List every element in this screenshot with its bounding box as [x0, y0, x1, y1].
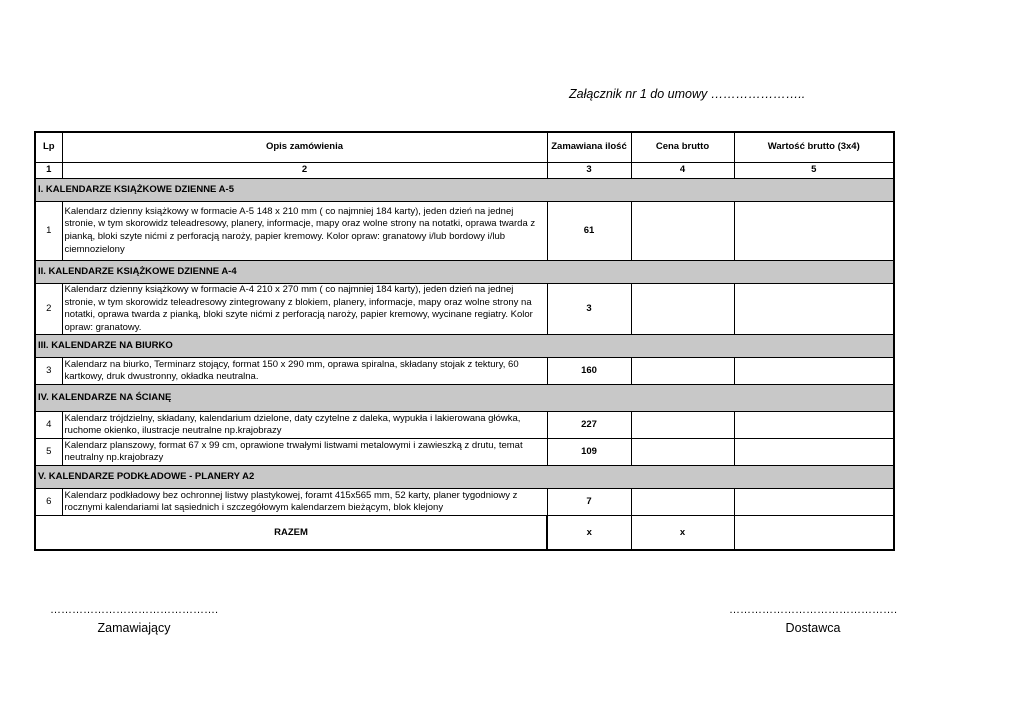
- header-price: Cena brutto: [631, 132, 734, 163]
- signature-supplier: [721, 604, 905, 635]
- row-price: [631, 412, 734, 439]
- row-price: [631, 439, 734, 466]
- section-title: III. KALENDARZE NA BIURKO: [35, 335, 894, 358]
- header-row: [35, 132, 894, 163]
- row-quantity: 7: [547, 489, 631, 516]
- row-description: Kalendarz trójdzielny, składany, kalendarium dzielone, daty czytelne z daleka, wypukła i lakierowana główka, ruchome okienko, ilustracje neutralne np.krajobrazy: [62, 412, 547, 439]
- table-row: [35, 439, 894, 466]
- section-header: [35, 261, 894, 284]
- row-value: [734, 284, 894, 335]
- header-quantity: Zamawiana ilość: [547, 132, 631, 163]
- section-title: I. KALENDARZE KSIĄŻKOWE DZIENNE A-5: [35, 179, 894, 202]
- row-value: [734, 412, 894, 439]
- summary-value: [734, 516, 894, 551]
- summary-price-mark: x: [631, 516, 734, 551]
- row-lp: 1: [35, 202, 62, 261]
- row-description: Kalendarz planszowy, format 67 x 99 cm, oprawione trwałymi listwami metalowymi i zawieszką z drutu, temat neutralny np.krajobrazy: [62, 439, 547, 466]
- section-title: II. KALENDARZE KSIĄŻKOWE DZIENNE A-4: [35, 261, 894, 284]
- row-quantity: 3: [547, 284, 631, 335]
- summary-quantity-mark: x: [547, 516, 631, 551]
- signature-buyer: [42, 604, 226, 635]
- header-value: Wartość brutto (3x4): [734, 132, 894, 163]
- row-price: [631, 489, 734, 516]
- row-lp: 4: [35, 412, 62, 439]
- signature-label: Zamawiający: [97, 621, 171, 635]
- column-number: 5: [734, 163, 894, 179]
- signature-line: ……………………………………….: [49, 604, 219, 616]
- row-quantity: 160: [547, 358, 631, 385]
- row-value: [734, 489, 894, 516]
- table-row: [35, 412, 894, 439]
- column-number: 3: [547, 163, 631, 179]
- header-description: Opis zamówienia: [62, 132, 547, 163]
- table-row: [35, 284, 894, 335]
- row-quantity: 109: [547, 439, 631, 466]
- row-quantity: 227: [547, 412, 631, 439]
- section-title: V. KALENDARZE PODKŁADOWE - PLANERY A2: [35, 466, 894, 489]
- table-row: [35, 489, 894, 516]
- summary-label: RAZEM: [35, 516, 547, 551]
- row-description: Kalendarz na biurko, Terminarz stojący, format 150 x 290 mm, oprawa spiralna, składany stojak z tektury, 60 kartkowy, druk dwustronny, okładka neutralna.: [62, 358, 547, 385]
- row-description: Kalendarz podkładowy bez ochronnej listwy plastykowej, foramt 415x565 mm, 52 karty, planer tygodniowy z rocznymi kalendariami lat sąsiednich i szczegółowym kalendarzem bieżącym, blok klejony: [62, 489, 547, 516]
- row-price: [631, 202, 734, 261]
- order-table: [34, 131, 895, 551]
- column-number: 4: [631, 163, 734, 179]
- summary-row: [35, 516, 894, 551]
- column-number: 2: [62, 163, 547, 179]
- row-lp: 5: [35, 439, 62, 466]
- row-value: [734, 439, 894, 466]
- row-description: Kalendarz dzienny książkowy w formacie A-4 210 x 270 mm ( co najmniej 184 karty), jeden dzień na jednej stronie, w tym skorowidz teleadresowy zintegrowany z blokiem, planery, informacje, mapy oraz wolne strony na notatki, oprawa twarda z pianką, bloki szyte nićmi z perforacją naroży, papier kremowy, wycinane regiatry. Kolor opraw: granatowy.: [62, 284, 547, 335]
- section-header: [35, 466, 894, 489]
- header-lp: Lp: [35, 132, 62, 163]
- row-lp: 3: [35, 358, 62, 385]
- table-row: [35, 358, 894, 385]
- column-number-row: [35, 163, 894, 179]
- row-value: [734, 358, 894, 385]
- section-header: [35, 385, 894, 412]
- section-header: [35, 179, 894, 202]
- row-lp: 2: [35, 284, 62, 335]
- section-header: [35, 335, 894, 358]
- row-price: [631, 358, 734, 385]
- annex-label: Załącznik nr 1 do umowy …………………..: [569, 87, 806, 101]
- section-title: IV. KALENDARZE NA ŚCIANĘ: [35, 385, 894, 412]
- row-value: [734, 202, 894, 261]
- signature-line: ……………………………………….: [728, 604, 898, 616]
- row-description: Kalendarz dzienny książkowy w formacie A-5 148 x 210 mm ( co najmniej 184 karty), jeden dzień na jednej stronie, w tym skorowidz teleadresowy, planery, informacje, mapy oraz wolne strony na notatki, oprawa twarda z pianką, bloki szyte nićmi z perforacją naroży, papier kremowy. Kolor opraw: granatowy i/lub bordowy i/lub ciemnozielony: [62, 202, 547, 261]
- table-row: [35, 202, 894, 261]
- row-lp: 6: [35, 489, 62, 516]
- column-number: 1: [35, 163, 62, 179]
- row-price: [631, 284, 734, 335]
- signature-label: Dostawca: [785, 621, 841, 635]
- row-quantity: 61: [547, 202, 631, 261]
